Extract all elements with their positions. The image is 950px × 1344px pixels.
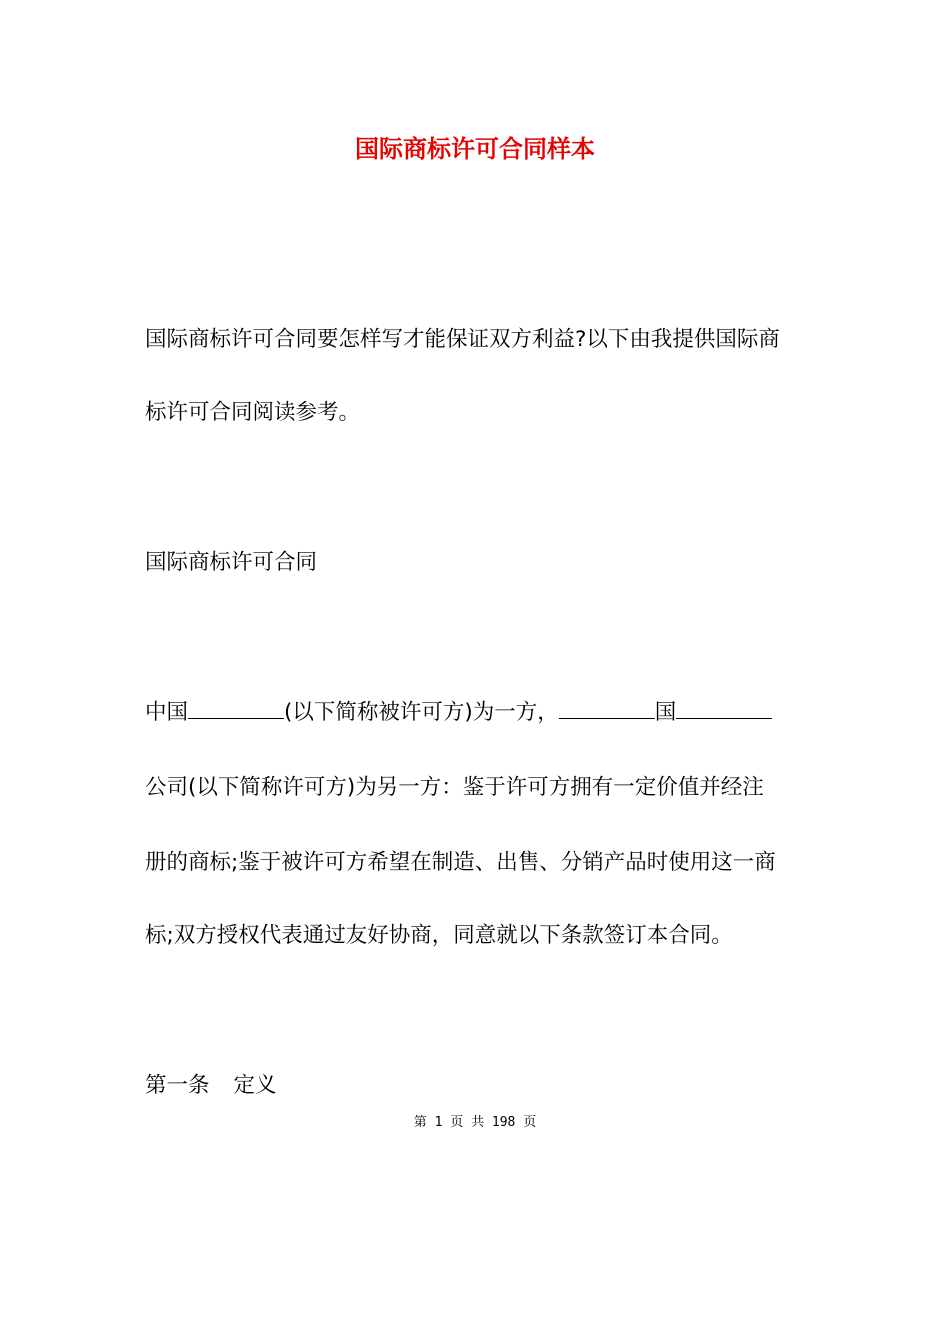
paragraph-text: (以下简称被许可方)为一方， — [284, 700, 559, 725]
fill-in-blank — [559, 698, 655, 719]
article-1-heading — [145, 1071, 277, 1101]
paragraph-line-1 — [145, 698, 772, 728]
paragraph-text: 国 — [654, 700, 677, 725]
paragraph-text: 中国 — [145, 700, 189, 725]
fill-in-blank — [188, 698, 284, 719]
paragraph-line-3: 册的商标;鉴于被许可方希望在制造、出售、分销产品时使用这一商 — [145, 850, 776, 875]
contract-heading: 国际商标许可合同 — [145, 550, 318, 575]
article-title: 定义 — [233, 1073, 277, 1098]
intro-line-2: 标许可合同阅读参考。 — [145, 400, 361, 425]
document-title: 国际商标许可合同样本 — [355, 135, 595, 163]
paragraph-line-4: 标;双方授权代表通过友好协商，同意就以下条款签订本合同。 — [145, 923, 733, 948]
intro-line-1: 国际商标许可合同要怎样写才能保证双方利益?以下由我提供国际商 — [145, 327, 780, 352]
page-footer: 第 1 页 共 198 页 — [413, 1115, 537, 1130]
article-number: 第一条 — [145, 1073, 210, 1098]
fill-in-blank — [676, 698, 772, 719]
paragraph-line-2: 公司(以下简称许可方)为另一方：鉴于许可方拥有一定价值并经注 — [145, 775, 764, 800]
